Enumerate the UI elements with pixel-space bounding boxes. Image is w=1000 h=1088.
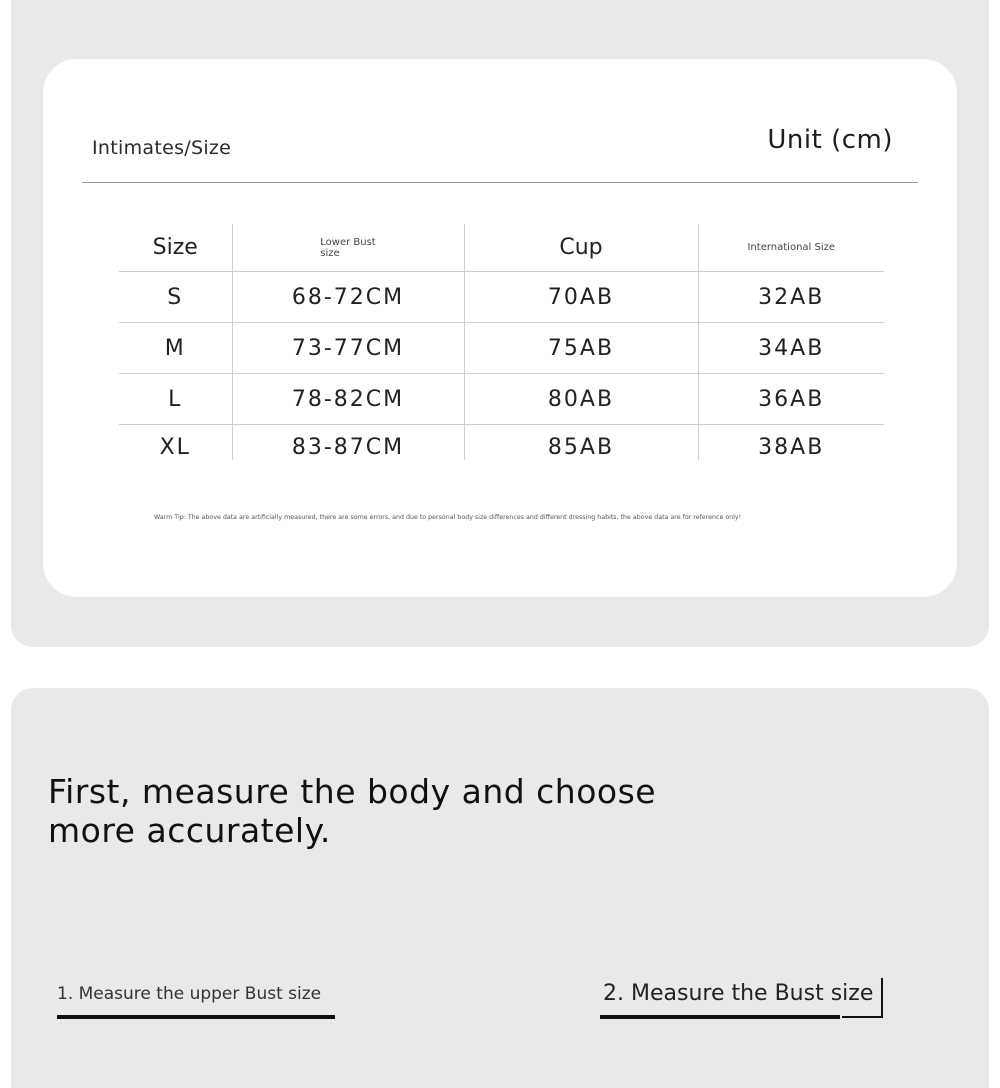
table-header-row: [119, 224, 884, 272]
measure-headline: [48, 772, 656, 850]
cell-lower-bust: 78-82CM: [232, 374, 464, 425]
cell-cup: 75AB: [464, 323, 698, 374]
header-lower-bust-line1: Lower Bust: [320, 236, 376, 248]
unit-label: Unit (cm): [767, 125, 893, 155]
table-row: [119, 272, 884, 323]
cell-cup: 85AB: [464, 425, 698, 461]
card-title: Intimates/Size: [92, 137, 232, 159]
cell-international: 34AB: [698, 323, 884, 374]
cell-international: 32AB: [698, 272, 884, 323]
cell-international: 36AB: [698, 374, 884, 425]
header-lower-bust-line2: size: [320, 247, 340, 259]
table-row: [119, 374, 884, 425]
title-divider: [82, 182, 918, 183]
cell-cup: 80AB: [464, 374, 698, 425]
header-cup: Cup: [464, 224, 698, 272]
step1-label: 1. Measure the upper Bust size: [57, 984, 322, 1004]
step1-illustration-edge: [57, 1015, 335, 1019]
cell-size: L: [119, 374, 232, 425]
cell-size: S: [119, 272, 232, 323]
step2-frame: [842, 978, 883, 1018]
header-lower-bust: [232, 224, 464, 272]
header-international-size: International Size: [698, 224, 884, 272]
size-chart-card: [43, 59, 957, 597]
step2-illustration-edge: [600, 1015, 840, 1019]
headline-line2: more accurately.: [48, 811, 331, 850]
headline-line1: First, measure the body and choose: [48, 772, 657, 811]
size-table: [119, 224, 884, 460]
measure-guide-panel: [11, 688, 989, 1088]
cell-size: XL: [119, 425, 232, 461]
cell-cup: 70AB: [464, 272, 698, 323]
warm-tip: Warm Tip: The above data are artificially measured, there are some errors, and due to personal body size differences and different dressing habits, the above data are for reference only!: [154, 514, 742, 521]
cell-lower-bust: 83-87CM: [232, 425, 464, 461]
table-row: [119, 425, 884, 461]
table-row: [119, 323, 884, 374]
cell-international: 38AB: [758, 435, 825, 460]
step2-label: 2. Measure the Bust size: [603, 981, 874, 1006]
cell-lower-bust: 68-72CM: [232, 272, 464, 323]
cell-lower-bust: 73-77CM: [232, 323, 464, 374]
cell-size: M: [119, 323, 232, 374]
header-size: Size: [119, 224, 232, 272]
